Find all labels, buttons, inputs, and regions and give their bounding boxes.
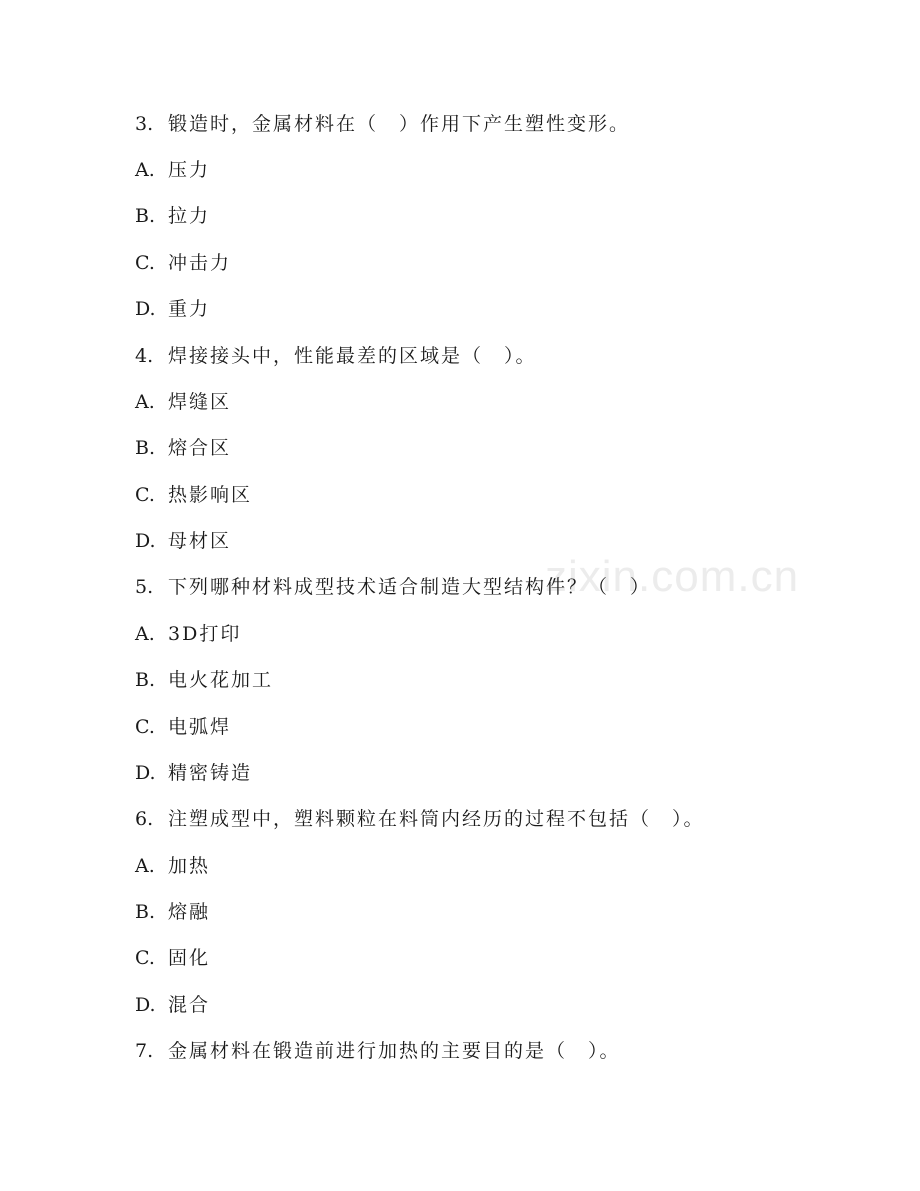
item-text: 热影响区 (168, 484, 253, 506)
item-text: 加热 (168, 855, 211, 877)
item-number: A. (135, 623, 155, 645)
option-5a (135, 622, 241, 646)
question-5 (135, 575, 651, 599)
option-4c (135, 483, 252, 507)
item-text: 固化 (168, 947, 211, 969)
item-text: 重力 (168, 298, 211, 320)
option-4a (135, 390, 231, 414)
option-6d (135, 993, 210, 1017)
item-number: C. (135, 716, 155, 738)
item-text: 熔融 (168, 901, 211, 923)
item-text: 锻造时，金属材料在（ ）作用下产生塑性变形。 (168, 113, 631, 135)
option-6c (135, 946, 210, 970)
item-text: 冲击力 (168, 252, 232, 274)
item-number: B. (135, 437, 156, 459)
item-text: 下列哪种材料成型技术适合制造大型结构件？（ ） (168, 576, 652, 598)
item-number: B. (135, 669, 156, 691)
item-text: 电弧焊 (168, 716, 232, 738)
question-3 (135, 112, 630, 136)
item-number: A. (135, 159, 155, 181)
item-text: 精密铸造 (168, 762, 253, 784)
question-7 (135, 1039, 621, 1063)
item-text: 注塑成型中，塑料颗粒在料筒内经历的过程不包括（ ）。 (168, 808, 705, 830)
item-number: 3. (135, 113, 154, 135)
item-number: D. (135, 762, 156, 784)
option-4d (135, 529, 231, 553)
item-number: D. (135, 994, 156, 1016)
option-6a (135, 854, 210, 878)
item-text: 压力 (168, 159, 211, 181)
item-text: 熔合区 (168, 437, 232, 459)
watermark: zixin.com.cn (545, 552, 800, 601)
question-4 (135, 344, 537, 368)
item-number: A. (135, 855, 155, 877)
option-5b (135, 668, 273, 692)
item-number: A. (135, 391, 155, 413)
item-number: 7. (135, 1040, 154, 1062)
option-3b (135, 204, 210, 228)
item-number: C. (135, 252, 155, 274)
question-6 (135, 807, 705, 831)
option-4b (135, 436, 231, 460)
option-5d (135, 761, 252, 785)
option-3a (135, 158, 210, 182)
item-number: D. (135, 530, 156, 552)
item-number: 6. (135, 808, 154, 830)
option-5c (135, 715, 231, 739)
item-text: 拉力 (168, 205, 211, 227)
item-text: 电火花加工 (168, 669, 274, 691)
item-text: 焊缝区 (168, 391, 232, 413)
item-number: B. (135, 901, 156, 923)
option-3d (135, 297, 210, 321)
item-number: D. (135, 298, 156, 320)
option-6b (135, 900, 210, 924)
item-text: 母材区 (168, 530, 232, 552)
item-number: 4. (135, 345, 154, 367)
item-text: 金属材料在锻造前进行加热的主要目的是（ ）。 (168, 1040, 621, 1062)
item-text: 焊接接头中，性能最差的区域是（ ）。 (168, 345, 537, 367)
option-3c (135, 251, 231, 275)
item-number: C. (135, 947, 155, 969)
item-text: 混合 (168, 994, 211, 1016)
item-number: C. (135, 484, 155, 506)
item-number: B. (135, 205, 156, 227)
item-text: 3D打印 (168, 623, 242, 645)
item-number: 5. (135, 576, 154, 598)
